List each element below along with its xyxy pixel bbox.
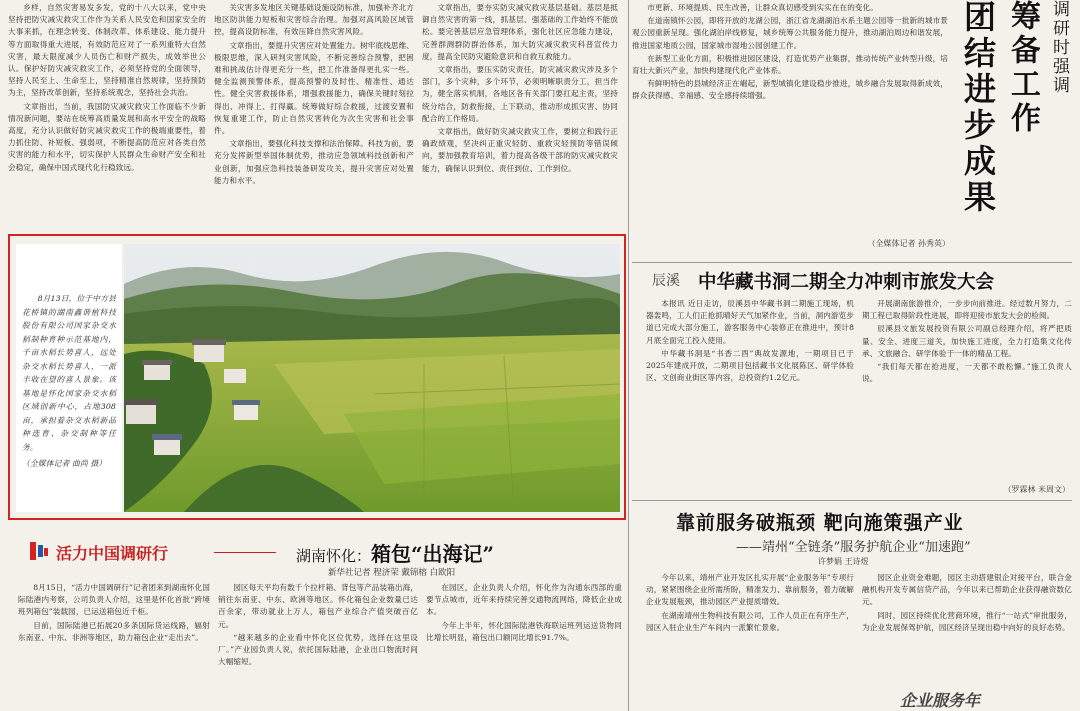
paragraph: 在新型工业化方面，积极推进园区建设，打造优势产业集群，推动传统产业转型升级，培育壮大新兴产业，加快构建现代化产业体系。: [632, 53, 948, 76]
section-brand: [28, 540, 228, 564]
paragraph: 本报讯 近日走访，辰溪县中华藏书洞二期施工现场，机器轰鸣，工人们正抢抓晴好天气加紧作业，当前，洞内游览步道已完成大部分施工，游客服务中心装修正在推进中，预计8月底全面完工投入使用。: [646, 299, 854, 345]
right-middle-col2: [862, 298, 1072, 482]
photo-credit: （全媒体记者 曲尚 摄）: [22, 459, 107, 468]
top-article-col4: [632, 2, 948, 234]
paragraph: 文章指出，当前，我国防灾减灾救灾工作面临不少新情况新问题，要站在统筹高质量发展和高水平安全的战略高度，充分认识做好防灾减灾救灾工作的极端重要性，着力抓住防、补短板、强弱项，不断提高防范应对各类自然灾害的能力和水平，切实保护人民群众生命财产安全和社会稳定，确保中国式现代化行稳致远。: [8, 101, 206, 172]
photo-caption-box: [16, 244, 122, 512]
top-article-col2: [214, 2, 414, 230]
paragraph: 在湖南靖州生物科技有限公司，工作人员正在有序生产，园区入驻企业生产车间内一派繁忙景象。: [646, 610, 854, 632]
right-bottom-col2: [862, 572, 1072, 682]
byline: （全媒体记者 孙秀英）: [867, 239, 950, 248]
paragraph: “我们每天都在抢进度，一天都不敢松懈。”施工负责人说。: [862, 362, 1072, 384]
paragraph: 在道南镇怀公园，即将开放的龙湖公园，浙江省龙湖湖泊水系主题公园等一批新的城市景观公园重新呈现。强化湖泊岸线修复，城乡统筹公共服务能力提升，推动湖泊周边和谐发展，推进国家地质公园，国家城市湿地公园创建工作。: [632, 16, 948, 50]
divider: [214, 552, 276, 553]
paragraph: 文章指出，要提升灾害应对处置能力。树牢底线思维、极限思维，深入研判灾害风险，不断完善综合预警，把困难和挑战估计得更充分一些，把工作准备得更扎实一些。健全监测预警体系，提高预警的及时性、精准性、通达性。健全灾害救援体系，增强救援能力，确保关键时刻拉得出、冲得上、打得赢。统筹做好综合救援，过渡安置和恢复重建工作，防止自然灾害转化为次生灾害和社会事件。: [214, 40, 414, 136]
article-authors: 许梦娟 王诗煜: [818, 557, 869, 566]
paragraph: 文章指出，要压实防灾责任，防灾减灾救灾涉及多个部门，多个灾种，多个环节，必须明晰职责分工，担当作为，健全落实机制，各地区各有关部门要扛起主责，坚持统分结合，防救衔接，上下联动，推动形成抓灾害、协同配合的工作格局。: [422, 65, 618, 123]
paragraph: 今年上半年，怀化国际陆港铁海联运班列运送货物同比增长明显，箱包出口额同比增长91.7%。: [426, 620, 622, 642]
paragraph: 文章指出，要夯实防灾减灾救灾基层基础。基层是抵御自然灾害的第一线，抓基层、强基础的工作始终不能放松。要完善基层应急管理体系，强化社区应急能力建设，完善群测群防群治体系，加大防灾减灾救灾科普宣传力度，提高全民防灾避险意识和自救互救能力。: [422, 3, 618, 61]
paragraph: 文章指出，要强化科技支撑和法治保障。科技为前，要充分发挥新型举国体制优势，推动应急领域科技创新和产业创新，加强应急科技装备研发攻关，提升灾害应对处置能力和水平。: [214, 139, 414, 185]
paragraph: 8月15日，“活力中国调研行”记者团来到湖南怀化国际陆港内考察，公司负责人介绍，这里是怀化首批“跨境班列箱包”装载园，已运送箱包近千柜。: [18, 583, 210, 617]
vertical-tag: 调研时强调: [1049, 0, 1069, 95]
paragraph: 在园区，企业负责人介绍，怀化作为沟通东西部的重要节点城市，近年来持续完善交通物流网络，降低企业成本。: [426, 583, 622, 617]
paragraph: 目前，国际陆港已拓展20多条国际货运线路，辐射东南亚、中东、非洲等地区，助力箱包企业“走出去”。: [18, 620, 210, 642]
paragraph: 园区企业资金难题，园区主动搭建银企对接平台，联合金融机构开发专属信贷产品，今年以来已帮助企业获得融资数亿元。: [862, 573, 1072, 607]
divider: [632, 262, 1072, 263]
headline-prefix: 湖南怀化：: [296, 547, 372, 565]
paragraph: 辰溪县文旅发展投资有限公司副总经理介绍，将严把质量、安全、进度三道关，加快施工进度，全力打造集文化传承、文旅融合、研学体验于一体的精品工程。: [862, 324, 1072, 358]
paragraph: 有鲜明特色的县城经济正在崛起，新型城镇化建设稳步推进，城乡融合发展取得新成效，群众获得感、幸福感、安全感持续增强。: [632, 79, 948, 101]
paragraph: 中华藏书洞是“书香二酉”典故发源地，一期项目已于2025年建成开放，二期项目包括藏书文化展陈区、研学体验区、文创商业街区等内容，总投资约1.2亿元。: [646, 348, 854, 383]
section-badge: 企业服务年: [900, 691, 981, 710]
paragraph: 开展湖南旅游推介，一步步向前推进。经过数月努力，二期工程已取得阶段性进展，即将迎接市旅发大会的检阅。: [862, 299, 1072, 321]
paragraph: 同时，园区持续优化营商环境，推行“一站式”审批服务，为企业发展保驾护航，园区经济呈现出稳中向好的良好态势。: [862, 610, 1072, 632]
paragraph: 今年以来，靖州产业开发区扎实开展“企业服务年”专项行动，紧紧围绕企业所需所盼，精准发力、靠前服务，着力破解企业发展瓶颈，推动园区产业提质增效。: [646, 573, 854, 607]
paragraph: 文章指出，做好防灾减灾救灾工作，要树立和践行正确政绩观，坚决纠正重灾轻防、重救灾轻预防等错误倾向，要加强教育培训，着力提高各级干部的防灾减灾救灾能力，确保认识到位、责任到位、工作到位。: [422, 127, 618, 173]
article-kicker: 辰溪: [652, 273, 680, 289]
paragraph: “越来越多的企业看中怀化区位优势，选择在这里设厂。”产业园负责人说，依托国际陆港，企业出口物流时间大幅缩短。: [218, 632, 418, 667]
paragraph: 乡样，自然灾害易发多发，党的十八大以来，党中央坚持把防灾减灾救灾工作作为关系人民安危和国家安全的大事来抓，在理念转变、体制改革、体系建设、能力提升等方面取得重大进展，有效防范应对了一系列重特大自然灾害，最大限度减少人员伤亡和财产损失，成效举世公认。保护好防灾减灾救灾工作，必须坚持党的全面领导，坚持人民至上、生命至上，坚持精准自然规律，坚持预防为主，坚持改革创新，坚持系统观念，坚持社会共治。: [8, 3, 206, 98]
bottom-left-col3: [426, 582, 622, 711]
flag-icon: [28, 540, 50, 562]
article-headline: 靠前服务破瓶颈 靶向施策强产业: [676, 512, 964, 534]
article-headline: [296, 538, 596, 566]
landscape-photo: [124, 244, 620, 512]
right-bottom-col1: [646, 572, 854, 711]
vertical-headline: 团结进步成果: [959, 0, 997, 216]
right-middle-col1: [646, 298, 854, 494]
bottom-left-col1: [18, 582, 210, 711]
section-brand-label: 活力中国调研行: [56, 544, 169, 563]
article-headline: 中华藏书洞二期全力冲刺市旅发大会: [698, 272, 995, 293]
paragraph: 市更新、环境提质、民生改善，让群众真切感受到实实在在的变化。: [647, 3, 878, 12]
column-divider: [628, 0, 629, 711]
top-article-col3: [422, 2, 618, 230]
top-article-col1: [8, 2, 206, 230]
byline: （罗霖林 米周文）: [1003, 485, 1070, 494]
divider: [632, 500, 1072, 501]
paragraph: 园区每天平均有数千个拉杆箱、背包等产品装箱出海，销往东南亚、中东、欧洲等地区。怀化箱包企业数量已达百余家，带动就业上万人，箱包产业综合产值突破百亿元。: [218, 583, 418, 629]
article-subhead: ——靖州“全链条”服务护航企业“加速跑”: [736, 540, 971, 555]
bottom-left-col2: [218, 582, 418, 711]
article-authors: 新华社记者 程济荣 戴锦榕 白欧阳: [328, 568, 456, 578]
paragraph: 关灾害多发地区关键基础设施设防标准，加强补齐北方地区防洪能力短板和灾害综合治理。加强对高风险区域管控，提高设防标准，有效压降自然灾害风险。: [214, 3, 414, 37]
headline-main: 箱包“出海记”: [371, 542, 495, 566]
photo-caption: 8月13日，位于中方县花桥镇的湖南鑫谐植科技股份有限公司国家杂交水稻制种育种示范基地内，千亩水稻长势喜人，远处杂交水稻长势喜人，一派丰收在望的喜人景象。该基地是怀化国家杂交水稻区域创新中心，占地308亩，承担着杂交水稻新品种选育、杂交制种等任务。: [22, 294, 116, 452]
vertical-headline: 筹备工作: [1005, 0, 1040, 136]
